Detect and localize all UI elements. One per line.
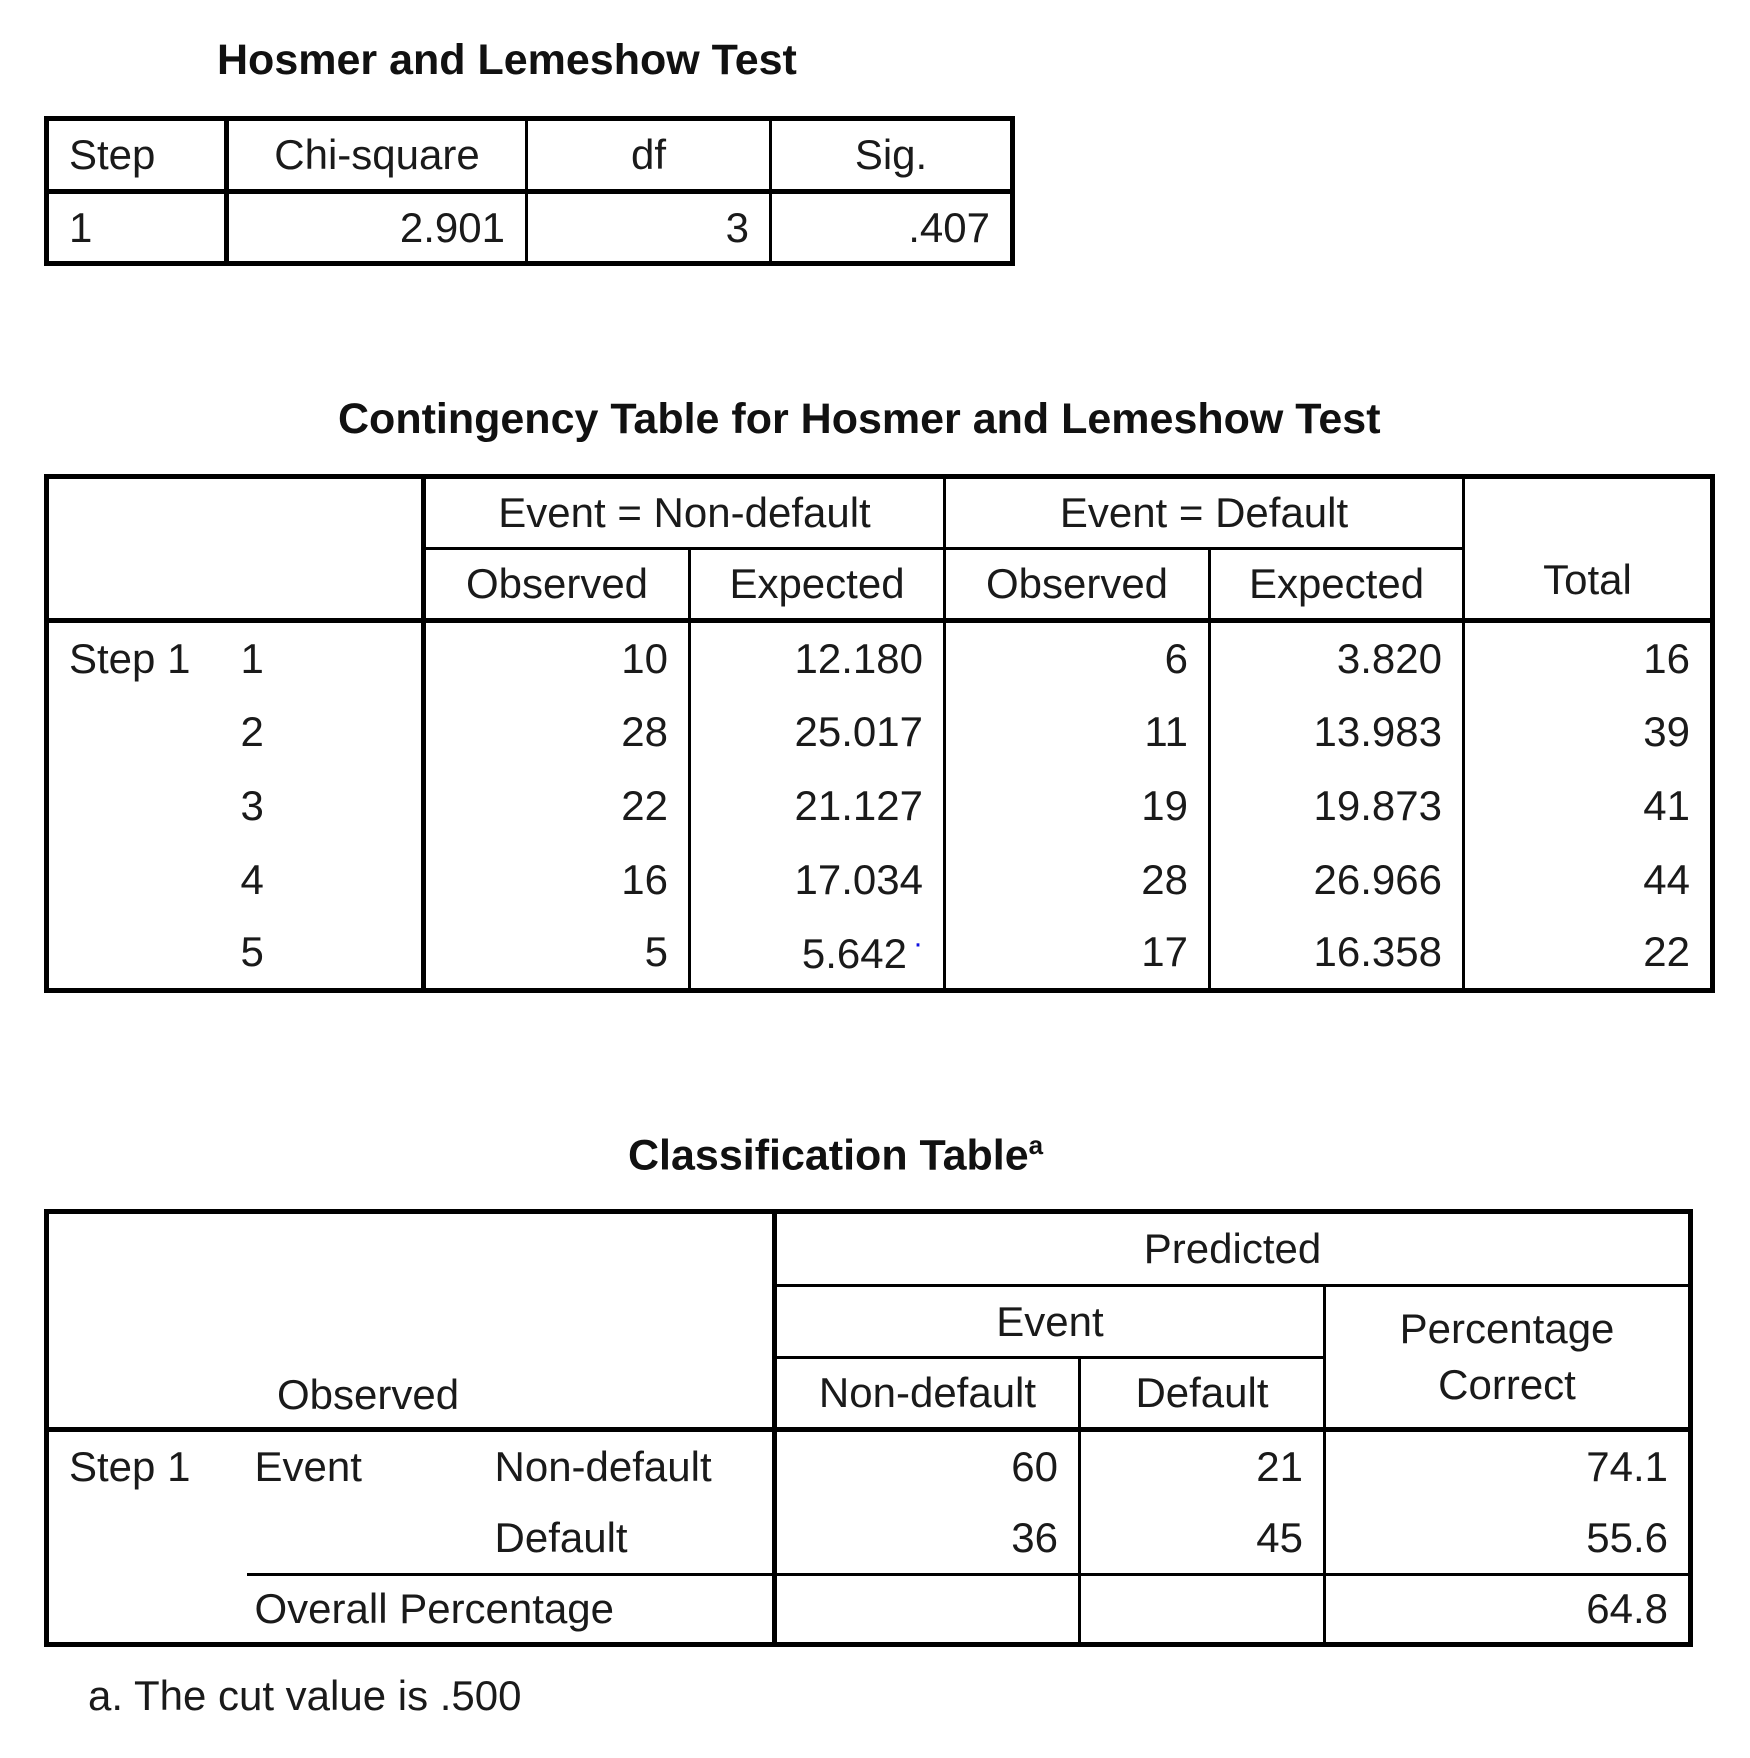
table-row <box>47 1430 1691 1503</box>
classification-overall-label: Overall Percentage <box>254 1585 615 1632</box>
hl-test-table <box>44 116 1015 266</box>
table-row <box>47 621 1713 695</box>
classification-row-label: Default <box>475 1503 775 1575</box>
classification-header-default: Default <box>1080 1358 1325 1430</box>
classification-header-observed: Observed <box>277 1371 460 1418</box>
contingency-corner <box>47 477 424 621</box>
table-row <box>47 769 1713 843</box>
contingency-cell: 16 <box>424 843 690 917</box>
classification-cell: 55.6 <box>1325 1503 1691 1575</box>
contingency-row-index: 3 <box>240 781 264 829</box>
classification-table <box>44 1209 1693 1647</box>
table-row <box>47 917 1713 991</box>
classification-title <box>628 1130 1043 1180</box>
contingency-header-observed: Observed <box>945 549 1210 621</box>
table-row <box>47 1575 1691 1645</box>
contingency-cell: 21.127 <box>690 769 945 843</box>
marker-dot-icon: · <box>913 926 923 960</box>
contingency-cell: 22 <box>1464 917 1713 991</box>
classification-header-predicted: Predicted <box>775 1212 1691 1286</box>
contingency-cell: 6 <box>945 621 1210 695</box>
contingency-header-expected: Expected <box>690 549 945 621</box>
contingency-header-observed: Observed <box>424 549 690 621</box>
hl-header-step: Step <box>69 131 156 178</box>
hl-cell-chisquare: 2.901 <box>227 192 527 264</box>
contingency-table <box>44 474 1715 993</box>
classification-cell: 74.1 <box>1325 1430 1691 1503</box>
contingency-title: Contingency Table for Hosmer and Lemeshow Test <box>338 395 1381 443</box>
contingency-cell: 22 <box>424 769 690 843</box>
contingency-header-total: Total <box>1464 477 1713 621</box>
contingency-cell: 41 <box>1464 769 1713 843</box>
contingency-cell: 28 <box>945 843 1210 917</box>
contingency-cell: 26.966 <box>1210 843 1464 917</box>
contingency-cell: 16.358 <box>1210 917 1464 991</box>
contingency-header-expected: Expected <box>1210 549 1464 621</box>
contingency-row-index: 1 <box>240 634 264 682</box>
hl-header-chisquare: Chi-square <box>227 119 527 192</box>
contingency-cell: 10 <box>424 621 690 695</box>
contingency-row-index: 2 <box>240 707 264 755</box>
contingency-cell: 16 <box>1464 621 1713 695</box>
classification-cell: 45 <box>1080 1503 1325 1575</box>
contingency-row-index: 4 <box>240 855 264 903</box>
table-row <box>47 1503 1691 1575</box>
contingency-cell: 17.034 <box>690 843 945 917</box>
hl-cell-df: 3 <box>527 192 771 264</box>
classification-event-label: Event <box>254 1443 362 1491</box>
hl-header-df: df <box>527 119 771 192</box>
contingency-cell: 44 <box>1464 843 1713 917</box>
table-row <box>47 843 1713 917</box>
classification-title-sup: a <box>1028 1130 1044 1160</box>
classification-cell: 21 <box>1080 1430 1325 1503</box>
contingency-cell: 3.820 <box>1210 621 1464 695</box>
hl-header-sig: Sig. <box>771 119 1013 192</box>
hl-cell-sig: .407 <box>771 192 1013 264</box>
contingency-group-nondefault: Event = Non-default <box>424 477 945 549</box>
classification-header-pct <box>1325 1286 1691 1430</box>
classification-cell: 60 <box>775 1430 1080 1503</box>
classification-header-pct-line2: Correct <box>1438 1361 1576 1408</box>
contingency-cell: 5.642 <box>801 929 907 977</box>
contingency-cell: 19.873 <box>1210 769 1464 843</box>
contingency-cell-with-marker <box>690 917 945 991</box>
contingency-cell: 13.983 <box>1210 695 1464 769</box>
contingency-cell: 12.180 <box>690 621 945 695</box>
classification-header-event: Event <box>775 1286 1325 1358</box>
table-row <box>47 695 1713 769</box>
classification-corner <box>47 1212 775 1430</box>
classification-title-text: Classification Table <box>628 1131 1029 1180</box>
hl-test-title: Hosmer and Lemeshow Test <box>217 36 797 84</box>
classification-footnote: a. The cut value is .500 <box>88 1672 522 1719</box>
contingency-cell: 19 <box>945 769 1210 843</box>
contingency-cell: 5 <box>424 917 690 991</box>
contingency-step-label: Step 1 <box>69 634 191 682</box>
classification-header-nondefault: Non-default <box>775 1358 1080 1430</box>
classification-overall-value: 64.8 <box>1325 1575 1691 1645</box>
contingency-cell: 25.017 <box>690 695 945 769</box>
classification-cell: 36 <box>775 1503 1080 1575</box>
contingency-cell: 17 <box>945 917 1210 991</box>
hl-cell-step: 1 <box>69 203 93 251</box>
contingency-group-default: Event = Default <box>945 477 1464 549</box>
contingency-cell: 11 <box>945 695 1210 769</box>
contingency-cell: 28 <box>424 695 690 769</box>
contingency-cell: 39 <box>1464 695 1713 769</box>
contingency-row-index: 5 <box>240 928 264 976</box>
classification-step-label: Step 1 <box>69 1443 191 1491</box>
classification-header-pct-line1: Percentage <box>1399 1305 1615 1352</box>
classification-row-label: Non-default <box>494 1443 712 1491</box>
